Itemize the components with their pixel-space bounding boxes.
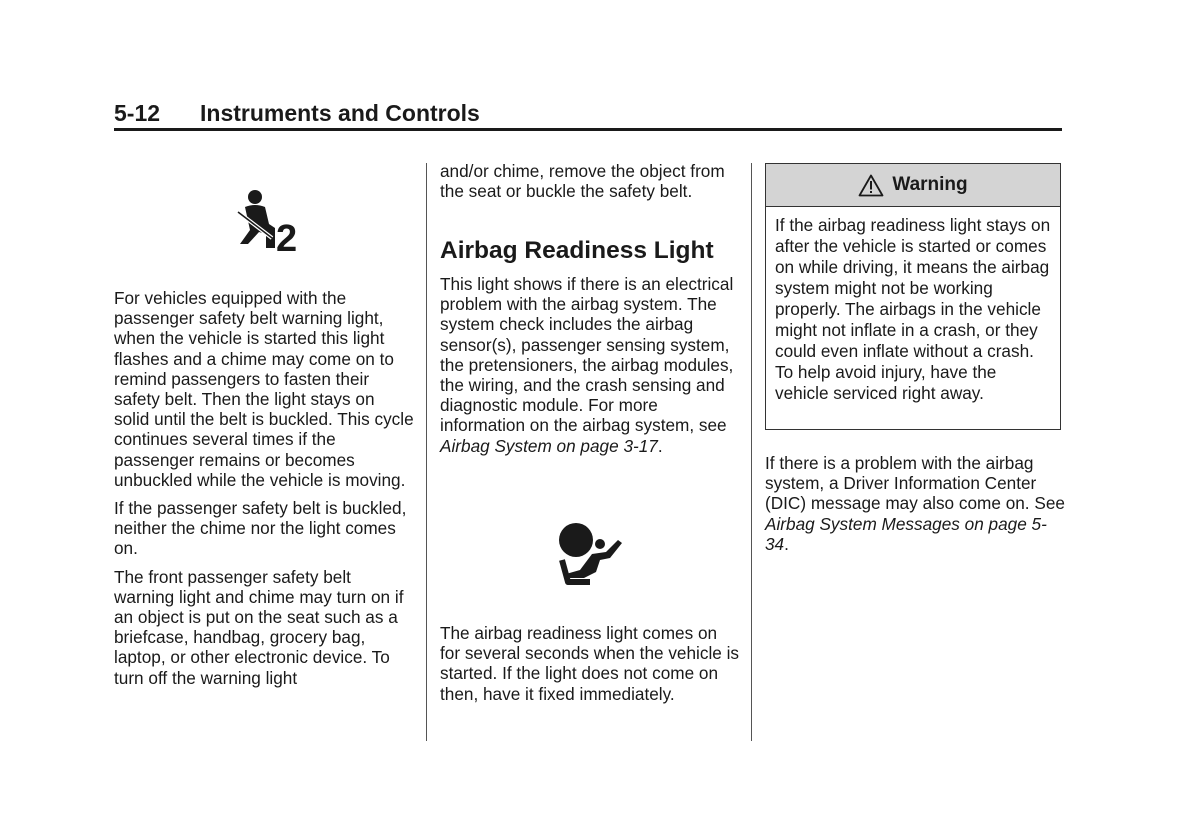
belt-paragraph-1: For vehicles equipped with the passenger safety belt warning light, when the vehicle is started this light flashes and a chime may come on to remind passengers to fasten their safety belt. Then the light stays on solid until the belt is buckled. This cycle continues several times if the passenger remains or becomes unbuckled while the vehicle is moving.: [114, 288, 414, 490]
airbag-paragraph-2: The airbag readiness light comes on for several seconds when the vehicle is started. If the light does not come on then, have it fixed immediately.: [440, 623, 740, 704]
airbag-icon-head: [595, 539, 605, 549]
passenger-seatbelt-reminder-icon: [226, 188, 304, 254]
belt-icon-number: 2: [276, 218, 298, 254]
column-2-continued: [440, 161, 740, 201]
column-divider-1: [426, 163, 427, 741]
column-3: [765, 453, 1065, 554]
warning-header: [766, 164, 1060, 207]
warning-box: [765, 163, 1061, 430]
page-number: 5-12: [114, 100, 161, 126]
airbag-p1-text: This light shows if there is an electrical problem with the airbag system. The system check includes the airbag sensor(s), passenger sensing system, the pretensioners, the airbag modules, the wiring, and the crash sensing and diagnostic module. For more information on the airbag system, see: [440, 274, 734, 436]
airbag-heading: Airbag Readiness Light: [440, 237, 714, 264]
continued-paragraph: and/or chime, remove the object from the seat or buckle the safety belt.: [440, 161, 725, 202]
airbag-p1-end: .: [657, 435, 663, 456]
warning-body: If the airbag readiness light stays on after the vehicle is started or comes on while driving, it means the airbag system might not be working properly. The airbags in the vehicle might not inflate in a crash, or they could even inflate without a crash. To help avoid injury, have the vehicle serviced right away.: [775, 215, 1051, 403]
header-rule: [114, 128, 1062, 131]
belt-paragraph-2: If the passenger safety belt is buckled, neither the chime nor the light comes on.: [114, 498, 407, 559]
column-divider-2: [751, 163, 752, 741]
belt-paragraph-3: The front passenger safety belt warning light and chime may turn on if an object is put on the seat such as a briefcase, handbag, grocery bag, laptop, or other electronic device. To turn off the warning light: [114, 566, 404, 688]
section-title: Instruments and Controls: [200, 100, 480, 126]
airbag-paragraph-1: [440, 274, 740, 456]
warning-title: Warning: [892, 174, 968, 195]
airbag-readiness-icon: [556, 520, 624, 586]
belt-person-head: [248, 190, 262, 204]
airbag-system-reference: Airbag System on page 3-17: [440, 435, 658, 456]
column-1: [114, 288, 414, 688]
column-2-bottom: [440, 623, 740, 704]
airbag-messages-reference: Airbag System Messages on page 5-34: [765, 513, 1047, 554]
warning-triangle-icon: [858, 174, 884, 197]
airbag-icon-ball: [559, 523, 593, 557]
dic-p1-text: If there is a problem with the airbag system, a Driver Information Center (DIC) message may also come on. See: [765, 453, 1065, 514]
dic-p1-end: .: [784, 533, 789, 554]
